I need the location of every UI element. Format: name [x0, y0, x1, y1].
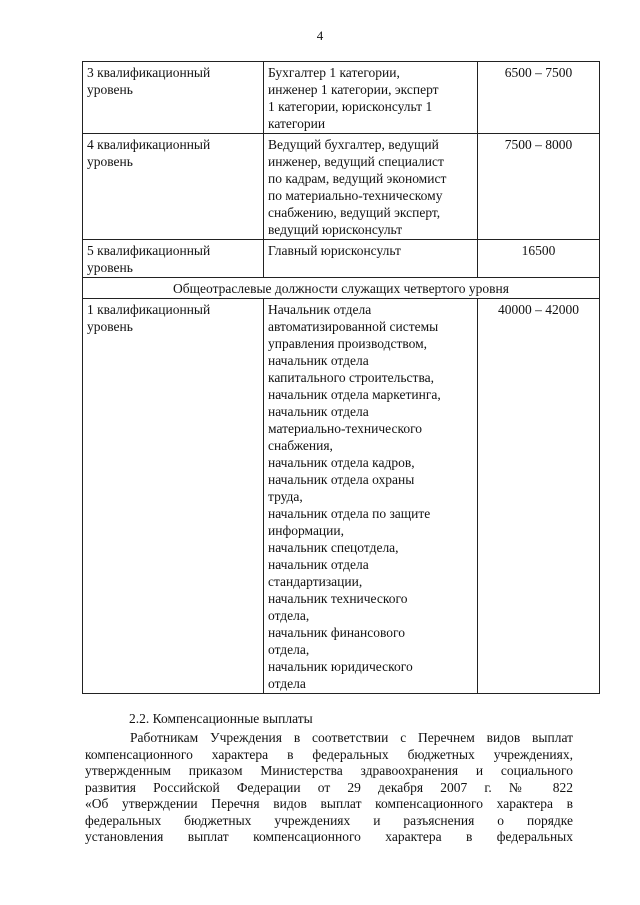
- positions-cell-line: Главный юрисконсульт: [268, 243, 401, 258]
- positions-cell: [264, 299, 478, 694]
- paragraph-line: установления выплат компенсационного характера в федеральных: [85, 829, 573, 844]
- table-row: [83, 62, 600, 134]
- qualification-level-cell: [83, 299, 264, 694]
- positions-cell-line: начальник финансового: [268, 625, 405, 640]
- paragraph-line: компенсационного характера в федеральных бюджетных учреждениях,: [85, 746, 573, 762]
- positions-cell-line: отдела: [268, 676, 306, 691]
- salary-table-body: [83, 62, 600, 694]
- positions-cell-line: информации,: [268, 523, 344, 538]
- qualification-level-cell: [83, 240, 264, 278]
- positions-cell-line: начальник отдела кадров,: [268, 455, 415, 470]
- paragraph-line: развития Российской Федерации от 29 декабря 2007 г. № 822: [85, 779, 573, 795]
- qualification-level-cell-line: 5 квалификационный: [87, 243, 211, 258]
- paragraph-line: федеральных бюджетных учреждениях и разъяснения о порядке: [85, 812, 573, 828]
- positions-cell-line: Ведущий бухгалтер, ведущий: [268, 137, 439, 152]
- positions-cell-line: начальник юридического: [268, 659, 413, 674]
- positions-cell-line: снабжению, ведущий эксперт,: [268, 205, 441, 220]
- positions-cell-line: начальник отдела: [268, 404, 369, 419]
- section-header-cell: Общеотраслевые должности служащих четвертого уровня: [83, 278, 600, 299]
- paragraph-line: «Об утверждении Перечня видов выплат компенсационного характера в: [85, 796, 573, 811]
- salary-cell: 7500 – 8000: [478, 134, 600, 240]
- qualification-level-cell-line: уровень: [87, 154, 133, 169]
- table-row: [83, 240, 600, 278]
- table-row: [83, 299, 600, 694]
- section-paragraph: [85, 730, 573, 846]
- positions-cell-line: по материально-техническому: [268, 188, 443, 203]
- positions-cell-line: начальник отдела: [268, 557, 369, 572]
- table-section-row: [83, 278, 600, 299]
- salary-table: [82, 61, 600, 694]
- salary-cell: 16500: [478, 240, 600, 278]
- salary-cell: 40000 – 42000: [478, 299, 600, 694]
- positions-cell-line: капитального строительства,: [268, 370, 435, 385]
- positions-cell-line: ведущий юрисконсульт: [268, 222, 403, 237]
- positions-cell-line: управления производством,: [268, 336, 428, 351]
- positions-cell-line: категории: [268, 116, 326, 131]
- positions-cell: [264, 240, 478, 278]
- positions-cell-line: отдела,: [268, 642, 310, 657]
- positions-cell-line: материально-технического: [268, 421, 423, 436]
- positions-cell-line: Начальник отдела: [268, 302, 372, 317]
- salary-cell: 6500 – 7500: [478, 62, 600, 134]
- positions-cell-line: инженер, ведущий специалист: [268, 154, 444, 169]
- positions-cell-line: Бухгалтер 1 категории,: [268, 65, 400, 80]
- positions-cell: [264, 62, 478, 134]
- positions-cell-line: 1 категории, юрисконсульт 1: [268, 99, 433, 114]
- positions-cell-line: начальник отдела охраны: [268, 472, 415, 487]
- section-heading: 2.2. Компенсационные выплаты: [129, 711, 313, 726]
- qualification-level-cell-line: 1 квалификационный: [87, 302, 211, 317]
- positions-cell-line: начальник спецотдела,: [268, 540, 399, 555]
- qualification-level-cell-line: уровень: [87, 82, 133, 97]
- qualification-level-cell: [83, 134, 264, 240]
- qualification-level-cell-line: 4 квалификационный: [87, 137, 211, 152]
- positions-cell-line: инженер 1 категории, эксперт: [268, 82, 439, 97]
- positions-cell-line: начальник технического: [268, 591, 408, 606]
- table-row: [83, 134, 600, 240]
- positions-cell-line: начальник отдела: [268, 353, 369, 368]
- positions-cell-line: начальник отдела маркетинга,: [268, 387, 441, 402]
- positions-cell-line: отдела,: [268, 608, 310, 623]
- positions-cell-line: снабжения,: [268, 438, 333, 453]
- qualification-level-cell: [83, 62, 264, 134]
- positions-cell-line: начальник отдела по защите: [268, 506, 431, 521]
- positions-cell: [264, 134, 478, 240]
- qualification-level-cell-line: уровень: [87, 260, 133, 275]
- paragraph-line: утвержденным приказом Министерства здравоохранения и социального: [85, 763, 573, 778]
- qualification-level-cell-line: 3 квалификационный: [87, 65, 211, 80]
- positions-cell-line: автоматизированной системы: [268, 319, 439, 334]
- positions-cell-line: труда,: [268, 489, 303, 504]
- positions-cell-line: стандартизации,: [268, 574, 363, 589]
- paragraph-line: Работникам Учреждения в соответствии с Перечнем видов выплат: [130, 730, 573, 745]
- positions-cell-line: по кадрам, ведущий экономист: [268, 171, 447, 186]
- qualification-level-cell-line: уровень: [87, 319, 133, 334]
- page-number: 4: [316, 28, 324, 43]
